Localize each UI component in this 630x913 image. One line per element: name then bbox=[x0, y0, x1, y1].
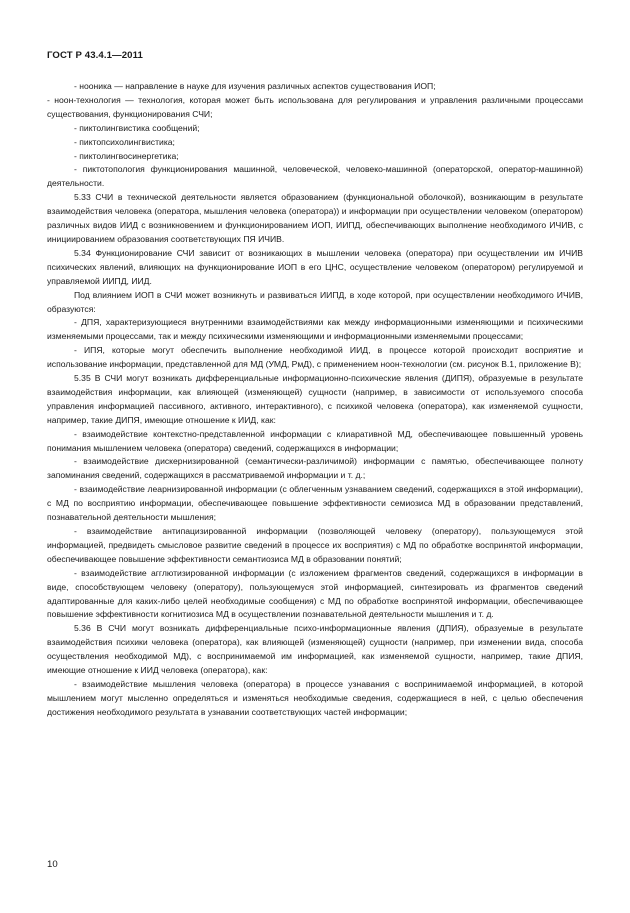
paragraph: - взаимодействие агглютизированной информации (с изложением фрагментов сведений, содержащихся в информации в виде, способствующем человеку (оператору), пользующемуся этой информацией, синтезировать из фрагментов сведений адаптированные для каких-либо целей необходимые сообщения) с МД по обработке воспринятой информации, обеспечивающее повышение эффективности когнитиозиса МД в осуществлении познавательной деятельности мышления и т. д. bbox=[47, 567, 583, 620]
paragraph: 5.35 В СЧИ могут возникать дифференциальные информационно-психические явления (ДИПЯ), образуемые в результате взаимодействия информации, как влияющей (изменяющей) сущности (например, в зависимости от используемого способа управления информацией пассивного, активного, интерактивного), с психикой человека (оператора), как изменяемой сущности, например, такие ДИПЯ, имеющие отношение к ИИД, как: bbox=[47, 373, 583, 425]
paragraph: 5.36 В СЧИ могут возникать дифференциальные психо-информационные явления (ДПИЯ), образуемые в результате взаимодействия психики человека (оператора), как влияющей (изменяющей) сущности (например, при изменении вида, способа осуществления необходимой МД), с воспринимаемой им информацией, как изменяемой сущности, например, такие ДПИЯ, имеющие отношение к ИИД человека (оператора), как: bbox=[47, 623, 583, 676]
paragraph: - взаимодействие контекстно-представленной информации с клиаративной МД, обеспечивающее повышенный уровень понимания мышлением человека (оператора) сведений, содержащихся в информации; bbox=[47, 428, 583, 453]
document-body bbox=[47, 80, 583, 720]
paragraph: - ноон-технология — технология, которая может быть использована для регулирования и управления различными процессами существования, функционирования СЧИ; bbox=[47, 94, 583, 119]
paragraph: - взаимодействие мышления человека (оператора) в процессе узнавания с воспринимаемой информацией, в которой мышлением могут мысленно определяться и изменяться необходимые сведения, содержащиеся в ней, с целью обеспечения достижения необходимого результата в узнавании соответствующих частей информации; bbox=[47, 678, 583, 717]
paragraph: - взаимодействие дискернизированной (семантически-различимой) информации с памятью, обеспечивающее полноту запоминания сведений, содержащихся в рассматриваемой информации и т. д.; bbox=[47, 456, 583, 481]
paragraph: - пиктотопология функционирования машинной, человеческой, человеко-машинной (операторской, оператор-машинной) деятельности. bbox=[47, 164, 583, 189]
page-number: 10 bbox=[47, 859, 58, 870]
paragraph: - нооника — направление в науке для изучения различных аспектов существования ИОП; bbox=[74, 81, 436, 91]
document-header: ГОСТ Р 43.4.1—2011 bbox=[47, 50, 143, 61]
paragraph: - взаимодействие леарнизированной информации (с облегченным узнаванием сведений, содержащихся в этой информации), с МД по восприятию информации, обеспечивающее повышение эффективности семиозиса МД в образовании представлений, познавательной деятельности мышления; bbox=[47, 484, 583, 523]
paragraph: 5.34 Функционирование СЧИ зависит от возникающих в мышлении человека (оператора) при осуществлении им ИЧИВ психических явлений, влияющих на функционирование ИОП в его ЦНС, осуществление человеком (оператором) регулируемой и управляемой ИИПД, ИИД. bbox=[47, 247, 583, 286]
paragraph: - ИПЯ, которые могут обеспечить выполнение необходимой ИИД, в процессе которой происходит восприятие и использование информации, представленной для МД (УМД, РмД), с применением ноон-технологии (см. рисунок В.1, приложение В); bbox=[47, 345, 583, 370]
paragraph: - взаимодействие антипацизированной информации (позволяющей человеку (оператору), пользующемуся этой информацией, предвидеть смысловое развитие сведений в процессе их восприятия) с МД по обработке воспринятой информации, обеспечивающее повышение эффективности семантиозиса МД в образовании понятий; bbox=[47, 526, 583, 564]
paragraph: 5.33 СЧИ в технической деятельности является образованием (функциональной оболочкой), возникающим в результате взаимодействия человека (оператора, мышления человека (оператора)) и информации при осуществлении человеком (оператором) различных видов ИИД с возникновением и функционированием ИОП, ИИПД, обеспечивающих выполнение необходимого ИЧИВ, с инициированием образования соответствующих ПЯ ИЧИВ. bbox=[47, 192, 583, 244]
paragraph: Под влиянием ИОП в СЧИ может возникнуть и развиваться ИИПД, в ходе которой, при осуществлении необходимого ИЧИВ, образуются: bbox=[47, 289, 583, 314]
paragraph: - пиктолингвистика сообщений; bbox=[74, 122, 200, 133]
paragraph: - ДПЯ, характеризующиеся внутренними взаимодействиями как между информационными изменяющими и психическими изменяемыми процессами, так и между психическими изменяющими и информационными изменяемыми процессами; bbox=[47, 317, 583, 342]
paragraph: - пиктолингвосинергетика; bbox=[74, 150, 179, 161]
paragraph: - пиктопсихолингвистика; bbox=[74, 136, 175, 147]
